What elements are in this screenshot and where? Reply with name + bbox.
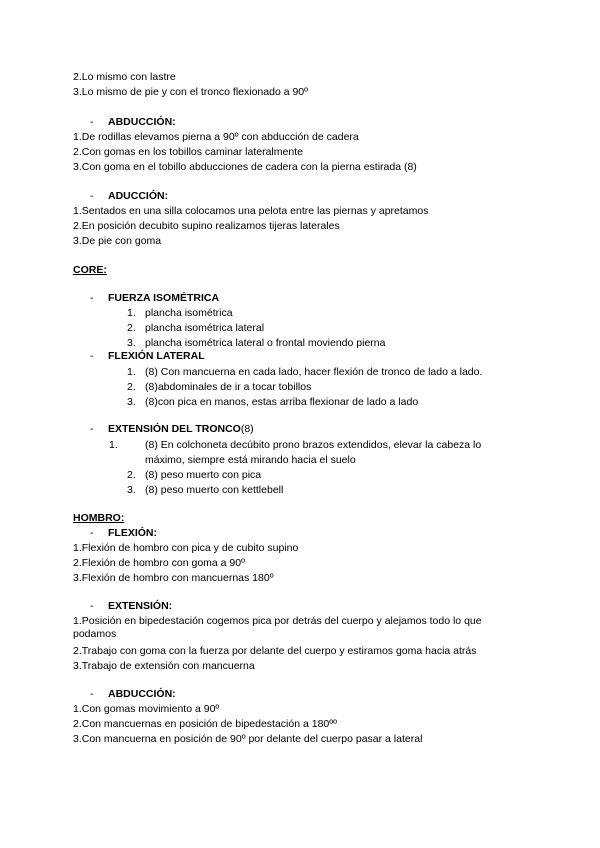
- list-item: 2. (8) peso muerto con pica: [127, 469, 262, 481]
- list-item: 1. (8) Con mancuerna en cada lado, hacer flexión de tronco de lado a lado.: [127, 366, 483, 378]
- abduccion-hombro-heading: - ABDUCCIÓN:: [90, 688, 176, 700]
- list-item: 3. (8)con pica en manos, estas arriba flexionar de lado a lado: [127, 396, 419, 408]
- text-line: 3.Trabajo de extensión con mancuerna: [73, 660, 255, 672]
- text-line: 3.Con mancuerna en posición de 90º por delante del cuerpo pasar a lateral: [73, 733, 423, 745]
- core-heading: CORE:: [73, 264, 107, 276]
- list-item: 2. (8)abdominales de ir a tocar tobillos: [127, 381, 312, 393]
- extension-heading: - EXTENSIÓN:: [90, 600, 173, 612]
- text-line: 1.Sentados en una silla colocamos una pelota entre las piernas y apretamos: [73, 205, 429, 217]
- text-line: 3.Lo mismo de pie y con el tronco flexionado a 90º: [73, 86, 308, 98]
- text-line: 3.Con goma en el tobillo abducciones de cadera con la pierna estirada (8): [73, 161, 417, 173]
- aduccion-heading: - ADUCCIÓN:: [90, 190, 169, 202]
- list-item: 2. plancha isométrica lateral: [127, 322, 265, 334]
- flexion-heading: - FLEXIÓN:: [90, 527, 157, 539]
- flexion-lateral-heading: - FLEXIÓN LATERAL: [90, 350, 205, 362]
- list-item: 3. (8) peso muerto con kettlebell: [127, 484, 284, 496]
- text-line: 2.Trabajo con goma con la fuerza por delante del cuerpo y estiramos goma hacia atrás: [73, 645, 477, 657]
- hombro-heading: HOMBRO:: [73, 512, 125, 524]
- text-line: 1.De rodillas elevamos pierna a 90º con abducción de cadera: [73, 131, 359, 143]
- fuerza-isometrica-heading: - FUERZA ISOMÉTRICA: [90, 292, 220, 304]
- text-line: 1.Con gomas movimiento a 90º: [73, 703, 220, 715]
- text-line: 1.Flexión de hombro con pica y de cubito supino: [73, 542, 299, 554]
- abduccion-heading: - ABDUCCIÓN:: [90, 116, 176, 128]
- text-line: 2.En posición decubito supino realizamos tijeras laterales: [73, 220, 340, 232]
- extension-tronco-heading: - EXTENSIÓN DEL TRONCO(8): [90, 423, 254, 435]
- list-item: 1. plancha isométrica: [127, 307, 233, 319]
- text-line: 1.Posición en bipedestación cogemos pica por detrás del cuerpo y alejamos todo lo que podamos: [73, 615, 482, 640]
- text-line: 3.Flexión de hombro con mancuernas 180º: [73, 572, 274, 584]
- text-line: 2.Con gomas en los tobillos caminar lateralmente: [73, 146, 303, 158]
- text-line: 3.De pie con goma: [73, 235, 162, 247]
- text-line: 2.Lo mismo con lastre: [73, 71, 176, 83]
- text-line: 2.Con mancuernas en posición de bipedestación a 180ºº: [73, 718, 337, 730]
- list-item: 3. plancha isométrica lateral o frontal moviendo pierna: [127, 337, 386, 349]
- list-item: 1. (8) En colchoneta decúbito prono brazos extendidos, elevar la cabeza lo máximo, siempre está mirando hacia el suelo: [109, 439, 482, 466]
- text-line: 2.Flexión de hombro con goma a 90º: [73, 557, 245, 569]
